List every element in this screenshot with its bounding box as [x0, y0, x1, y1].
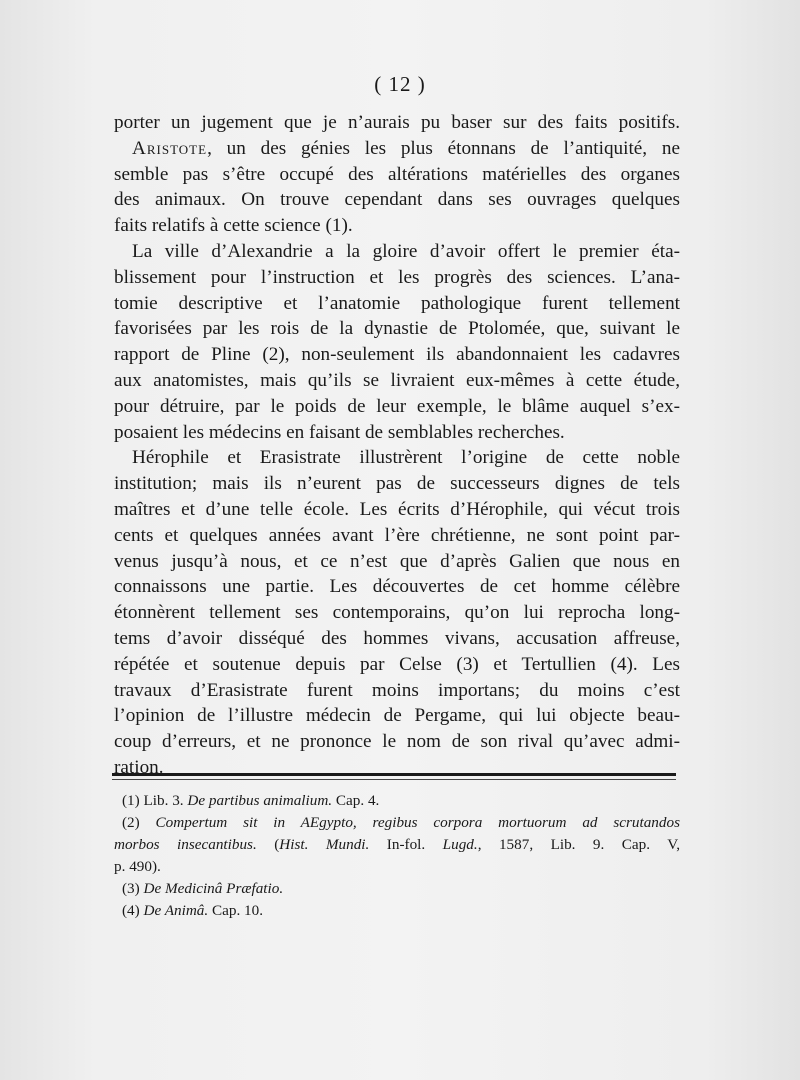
footnote-ref: (1) Lib. 3. [122, 792, 184, 809]
footnote-separator [112, 773, 676, 776]
footnote-2-cont [114, 834, 680, 856]
footnote-title: De Medicinâ Præfatio. [143, 880, 284, 897]
text-line: l’opinion de l’illustre médecin de Pergame, qui lui objecte beau- [114, 705, 680, 727]
text-line: posaient les médecins en faisant de semblables recherches. [114, 421, 565, 443]
footnote-text: Cap. 10. [212, 902, 264, 919]
footnote-4 [114, 900, 680, 922]
text-line: maîtres et d’une telle école. Les écrits d’Hérophile, qui vécut trois [114, 498, 680, 520]
footnote-2-end: p. 490). [114, 858, 161, 875]
text-line: coup d’erreurs, et ne prononce le nom de son rival qu’avec admi- [114, 731, 680, 753]
text-line: étonnèrent tellement ses contemporains, qu’on lui reprocha long- [114, 602, 680, 624]
text-line: pour détruire, par le poids de leur exemple, le blâme auquel s’ex- [114, 395, 680, 417]
footnote-text: , 1587, Lib. 9. Cap. V, [477, 836, 681, 853]
footnote-title: De partibus animalium. [187, 792, 333, 809]
footnote-quote: Compertum sit in AEgypto, regibus corpora mortuorum ad scrutandos [155, 814, 680, 831]
text-line: semble pas s’être occupé des altérations matérielles des organes [114, 163, 680, 185]
footnote-ref: (3) [122, 880, 140, 897]
text-line [114, 136, 680, 162]
footnote-separator-thin [112, 779, 676, 780]
footnote-3 [114, 878, 680, 900]
main-text [114, 110, 680, 781]
footnote-quote: morbos insecantibus. [114, 836, 257, 853]
text-line: faits relatifs à cette science (1). [114, 215, 353, 237]
footnote-text: In-fol. [386, 836, 426, 853]
author-name: Aristote [132, 137, 208, 159]
text-line: aux anatomistes, mais qu’ils se livraient eux-mêmes à cette étude, [114, 369, 680, 391]
text-line: porter un jugement que je n’aurais pu baser sur des faits positifs. [114, 112, 680, 133]
text-line: répétée et soutenue depuis par Celse (3) et Tertullien (4). Les [114, 653, 680, 675]
text-line: institution; mais ils n’eurent pas de successeurs dignes de tels [114, 473, 680, 495]
footnote-ref: (2) [122, 814, 140, 831]
footnote-text: Cap. 4. [335, 792, 380, 809]
text-line: blissement pour l’instruction et les progrès des sciences. L’ana- [114, 266, 680, 288]
footnotes [114, 790, 680, 922]
footnote-title: De Animâ. [143, 902, 209, 919]
text-fragment: , un des génies les plus étonnans de l’antiquité, ne [207, 137, 680, 159]
text-line: Hérophile et Erasistrate illustrèrent l’origine de cette noble [132, 447, 680, 469]
text-line: connaissons une partie. Les découvertes de cet homme célèbre [114, 576, 680, 598]
text-line: La ville d’Alexandrie a la gloire d’avoir offert le premier éta- [132, 240, 680, 262]
footnote-1 [114, 790, 680, 812]
text-line: tems d’avoir disséqué des hommes vivans, accusation affreuse, [114, 627, 680, 649]
text-line: cents et quelques années avant l’ère chrétienne, ne sont point par- [114, 524, 680, 546]
text-line: ration. [114, 756, 164, 778]
text-line: venus jusqu’à nous, et ce n’est que d’après Galien que nous en [114, 550, 680, 572]
footnote-ref: (4) [122, 902, 140, 919]
text-line: rapport de Pline (2), non-seulement ils abandonnaient les cadavres [114, 344, 680, 366]
page-number: ( 12 ) [374, 72, 426, 96]
text-line: favorisées par les rois de la dynastie de Ptolomée, que, suivant le [114, 318, 680, 340]
footnote-text: ( [274, 836, 280, 853]
text-line: tomie descriptive et l’anatomie pathologique furent tellement [114, 292, 680, 314]
text-line: travaux d’Erasistrate furent moins importans; du moins c’est [114, 679, 680, 701]
footnote-place: Lugd. [442, 836, 478, 853]
footnote-title: Hist. Mundi. [279, 836, 370, 853]
footnote-2 [114, 812, 680, 834]
text-line: des animaux. On trouve cependant dans ses ouvrages quelques [114, 189, 680, 211]
